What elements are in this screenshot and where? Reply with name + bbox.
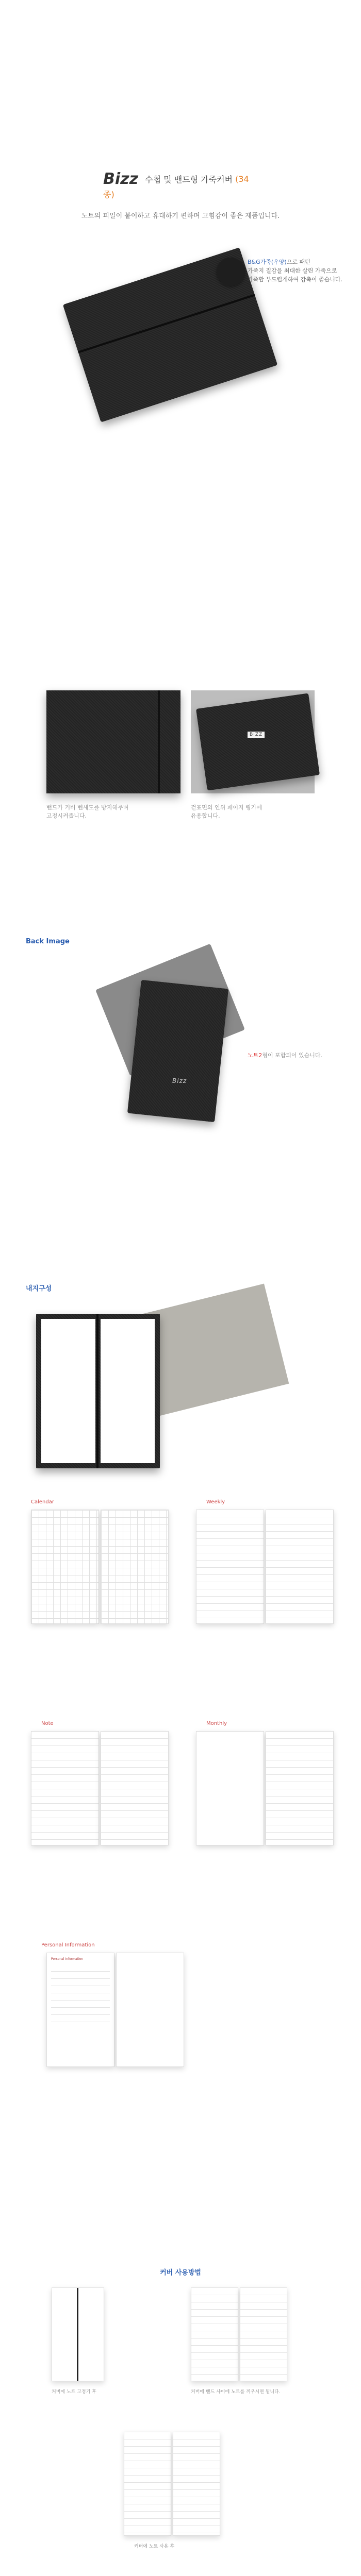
personal-page-right <box>116 1953 184 2067</box>
back-image-photo <box>88 953 242 1128</box>
page-title: 수첩 및 밴드형 가죽커버 <box>145 175 233 184</box>
monthly-page-right <box>266 1731 334 1845</box>
weekly-page-left <box>196 1510 264 1624</box>
usage-step3-image-right <box>173 2432 220 2536</box>
back-caption: 노트2형이 포함되어 있습니다. <box>248 1052 323 1059</box>
detail-caption-left: 밴드가 커버 벤새도를 방지해주며 고정시켜줍니다. <box>46 804 129 819</box>
inner-photo <box>31 1298 289 1473</box>
usage-step2-image-left <box>191 2287 238 2381</box>
calendar-label: Calendar <box>31 1499 54 1505</box>
detail-photo-band <box>46 690 180 793</box>
brand-tag: BIZZ <box>248 732 265 738</box>
note-page-left <box>31 1731 99 1845</box>
detail-caption-right: 겉표면의 인위 페이지 링가에 유용합니다. <box>191 804 262 819</box>
calendar-page-left <box>31 1510 99 1624</box>
header <box>103 170 258 201</box>
personal-label: Personal Information <box>41 1942 95 1948</box>
material-description: B&G가죽(우양)으로 패턴 가죽지 질감을 최대한 살린 가죽으로 가죽합 부드럽게하여 감촉이 좋습니다. <box>248 259 343 283</box>
monthly-page-left <box>196 1731 264 1845</box>
back-image-title: Back Image <box>26 938 70 945</box>
monthly-label: Monthly <box>206 1721 227 1726</box>
usage-step1-image <box>52 2287 104 2381</box>
note-label: Note <box>41 1721 54 1726</box>
back-logo: Bizz <box>172 1077 187 1084</box>
personal-page-left: Personal Information <box>46 1953 114 2067</box>
usage-step1-caption: 커버에 노트 고정기 후 <box>52 2389 96 2395</box>
brand-logo: Bizz <box>103 170 139 188</box>
title-badge: (34종) <box>103 174 249 199</box>
hero-image <box>0 242 361 402</box>
calendar-page-right <box>101 1510 169 1624</box>
usage-step3-caption: 커버에 노트 사용 후 <box>134 2544 175 2549</box>
weekly-label: Weekly <box>206 1499 225 1505</box>
usage-title: 커버 사용방법 <box>160 2269 201 2277</box>
intro-text: 노트의 피일이 붙이하고 휴대하기 편하며 고힘감이 좋은 제품입니다. <box>81 212 280 220</box>
detail-photo-tag <box>191 690 315 793</box>
usage-step2-caption: 커버에 밴드 사이에 노트를 끼우시면 됩니다. <box>191 2389 281 2395</box>
note-page-right <box>101 1731 169 1845</box>
inner-title: 내지구성 <box>26 1285 52 1293</box>
weekly-page-right <box>266 1510 334 1624</box>
usage-step3-image-left <box>124 2432 171 2536</box>
usage-step2-image-right <box>240 2287 287 2381</box>
leather-zoom-circle <box>217 258 245 286</box>
